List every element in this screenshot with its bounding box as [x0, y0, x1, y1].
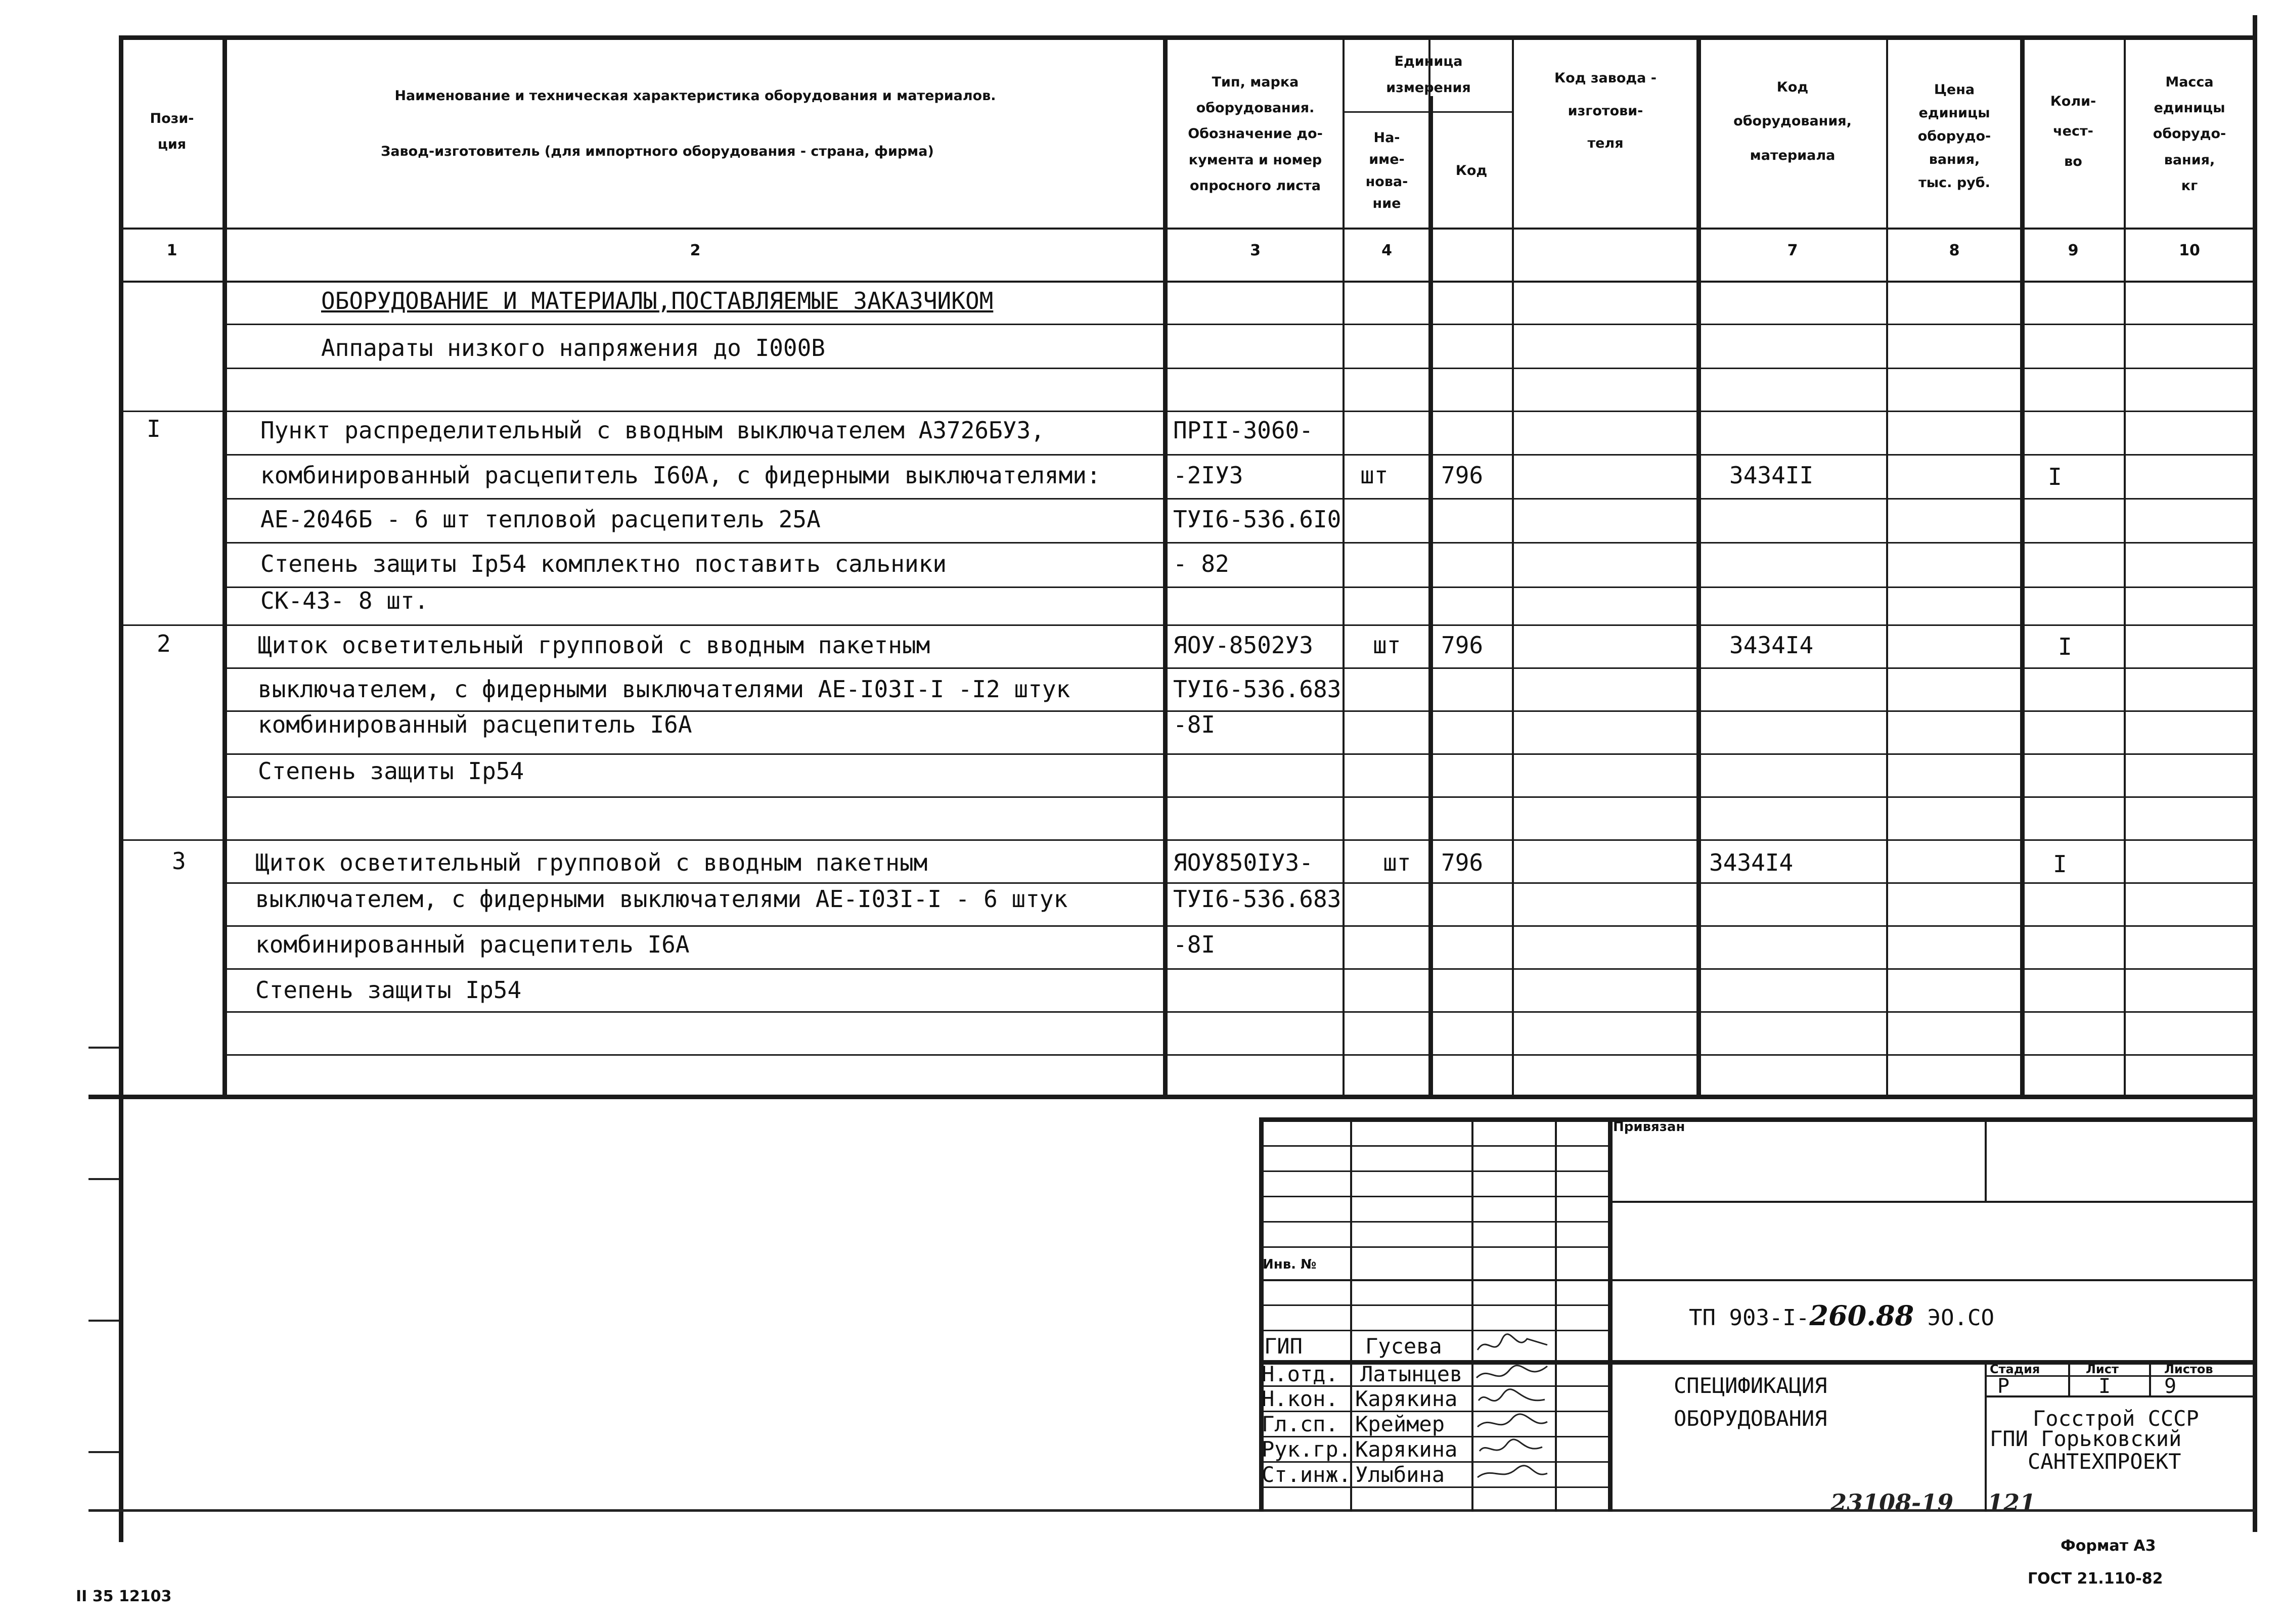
item1-type: -2IУЗ: [1173, 462, 1243, 489]
colnum: 10: [2179, 242, 2200, 259]
item3-line: комбинированный расцепитель I6А: [255, 931, 690, 958]
item1-code: 796: [1441, 462, 1484, 489]
item2-type: -8I: [1173, 711, 1216, 738]
role: Н.отд.: [1262, 1362, 1338, 1386]
item2-line: Степень защиты Ip54: [258, 757, 524, 785]
stage-header: Стадия: [1990, 1362, 2040, 1376]
header-price: Цена единицы оборудо- вания, тыс. руб.: [1917, 82, 1991, 191]
item2-type: ЯОУ-8502УЗ: [1173, 631, 1313, 659]
item2-line: выключателем, с фидерными выключателями АЕ-I03I-I -I2 штук: [258, 675, 1070, 703]
header-unit-name: На- име- нова- ние: [1365, 130, 1408, 211]
item1-equipment-code: 3434II: [1729, 462, 1814, 489]
section-title: ОБОРУДОВАНИЕ И МАТЕРИАЛЫ,ПОСТАВЛЯЕМЫЕ ЗАКАЗЧИКОМ: [321, 287, 994, 314]
colnum: 8: [1949, 242, 1960, 259]
item1-type: ПРII-3060-: [1173, 417, 1313, 444]
header-position: Пози- ция: [150, 110, 194, 152]
signer-name: Латынцев: [1360, 1362, 1463, 1386]
item1-unit: шт: [1360, 462, 1389, 489]
item1-type: ТУI6-536.6I0: [1173, 506, 1341, 533]
document-code-suffix: ЭО.СО: [1914, 1305, 1995, 1331]
signer-name: Улыбина: [1355, 1462, 1445, 1487]
archive-number: 23108-19: [1830, 1489, 1954, 1516]
privyazan-label: Привязан: [1613, 1119, 1685, 1135]
subsection-title: Аппараты низкого напряжения до I000В: [321, 334, 825, 362]
doc-title-line2: ОБОРУДОВАНИЯ: [1674, 1406, 1827, 1431]
item3-line: Щиток осветительный групповой с вводным пакетным: [255, 849, 928, 876]
signer-name: Карякина: [1355, 1386, 1458, 1411]
document-code-handwritten: 260.88: [1809, 1299, 1914, 1332]
archive-number-suffix: 121: [1987, 1489, 2036, 1516]
document-code: [1689, 1299, 1995, 1332]
doc-title-line1: СПЕЦИФИКАЦИЯ: [1674, 1373, 1827, 1398]
role: Ст.инж.: [1262, 1462, 1352, 1487]
item1-position: I: [147, 415, 161, 442]
header-name-line1: Наименование и техническая характеристика оборудования и материалов.: [394, 88, 996, 104]
item2-type: ТУI6-536.683: [1173, 675, 1341, 703]
signer-name: Гусева: [1365, 1334, 1442, 1359]
role: ГИП: [1264, 1334, 1303, 1359]
margin-mark: [88, 1047, 119, 1049]
colnum: 2: [690, 242, 701, 259]
item2-code: 796: [1441, 631, 1484, 659]
item2-equipment-code: 3434I4: [1729, 631, 1814, 659]
sheet-header: Лист: [2086, 1362, 2119, 1376]
item2-line: комбинированный расцепитель I6А: [258, 711, 692, 738]
item3-equipment-code: 3434I4: [1709, 849, 1794, 876]
item2-line: Щиток осветительный групповой с вводным пакетным: [258, 631, 930, 659]
role: Н.кон.: [1262, 1386, 1338, 1411]
item2-position: 2: [157, 630, 171, 657]
margin-mark: [88, 1451, 119, 1453]
header-name-line2: Завод-изготовитель (для импортного оборудования - страна, фирма): [381, 144, 934, 160]
signer-name: Карякина: [1355, 1437, 1458, 1462]
corner-code: II 35 12103: [76, 1588, 172, 1605]
item1-line: комбинированный расцепитель I60А, с фидерными выключателями:: [260, 462, 1101, 489]
role: Рук.гр.: [1262, 1437, 1352, 1462]
item1-type: - 82: [1173, 550, 1229, 577]
stage-value: Р: [1997, 1375, 2010, 1398]
item3-type: ТУI6-536.683: [1173, 885, 1341, 913]
header-unit: Единица измерения: [1386, 54, 1471, 96]
header-maker-code: Код завода - изготови- теля: [1554, 70, 1657, 152]
colnum: 1: [166, 242, 177, 259]
item3-line: Степень защиты Ip54: [255, 976, 522, 1004]
sheet-value: I: [2098, 1375, 2111, 1398]
item1-line: АЕ-2046Б - 6 шт тепловой расцепитель 25А: [260, 506, 821, 533]
signatures: [1471, 1330, 1555, 1486]
colnum: 9: [2068, 242, 2079, 259]
item3-line: выключателем, с фидерными выключателями АЕ-I03I-I - 6 штук: [255, 885, 1068, 913]
org-line2: ГПИ Горьковский: [1990, 1426, 2182, 1451]
org-line1: Госстрой СССР: [2033, 1406, 2199, 1431]
item1-line: СК-43- 8 шт.: [260, 587, 429, 614]
colnum: 7: [1787, 242, 1798, 259]
org-line3: САНТЕХПРОЕКТ: [2028, 1449, 2181, 1474]
item3-type: ЯОУ850IУЗ-: [1173, 849, 1313, 876]
role: Гл.сп.: [1262, 1412, 1338, 1436]
header-quantity: Коли- чест- во: [2050, 93, 2096, 169]
sheets-header: Листов: [2164, 1362, 2213, 1376]
gost-label: ГОСТ 21.110-82: [2028, 1570, 2163, 1588]
header-equipment-code: Код оборудования, материала: [1733, 79, 1852, 163]
item3-unit: шт: [1383, 849, 1411, 876]
item3-quantity: I: [2053, 850, 2067, 878]
signer-name: Креймер: [1355, 1412, 1445, 1436]
margin-mark: [88, 1178, 119, 1180]
margin-mark: [88, 1320, 119, 1322]
sheets-value: 9: [2164, 1375, 2177, 1398]
inv-label: Инв. №: [1263, 1257, 1317, 1272]
item1-quantity: I: [2048, 463, 2062, 490]
colnum: 4: [1381, 242, 1392, 259]
item3-code: 796: [1441, 849, 1484, 876]
item1-line: Пункт распределительный с вводным выключателем А3726БУЗ,: [260, 417, 1045, 444]
item2-unit: шт: [1373, 631, 1401, 659]
header-unit-code: Код: [1455, 162, 1488, 178]
format-label: Формат А3: [2061, 1537, 2156, 1555]
document-code-prefix: ТП 903-I-: [1689, 1305, 1810, 1331]
item3-position: 3: [172, 847, 186, 875]
header-type: Тип, марка оборудования. Обозначение до- кумента и номер опросного листа: [1188, 74, 1323, 194]
item3-type: -8I: [1173, 931, 1216, 958]
item2-quantity: I: [2058, 633, 2072, 660]
header-mass: Масса единицы оборудо- вания, кг: [2153, 74, 2226, 194]
item1-line: Степень защиты Ip54 комплектно поставить сальники: [260, 550, 947, 577]
colnum: 3: [1250, 242, 1261, 259]
